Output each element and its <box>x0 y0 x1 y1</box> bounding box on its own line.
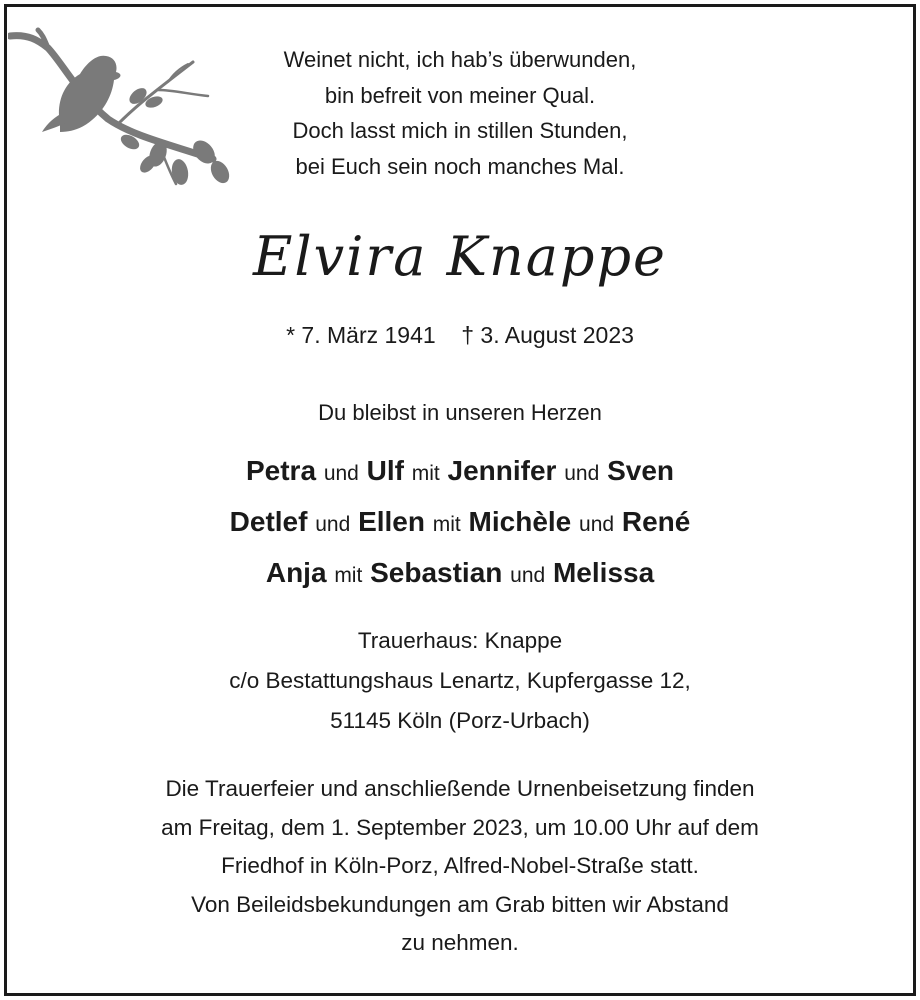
connector: und <box>323 462 359 485</box>
poem <box>200 42 720 184</box>
poem-line: bin befreit von meiner Qual. <box>324 82 596 108</box>
family-name: Melissa <box>552 557 655 588</box>
address-line: c/o Bestattungshaus Lenartz, Kupfergasse 12, <box>229 668 691 693</box>
connector: und <box>510 564 546 587</box>
connector: mit <box>334 564 363 587</box>
family-line <box>0 447 920 498</box>
connector: und <box>315 513 351 536</box>
address-line: 51145 Köln (Porz-Urbach) <box>330 708 590 733</box>
connector: mit <box>432 513 461 536</box>
death-date: † 3. August 2023 <box>461 322 634 348</box>
poem-line: Weinet nicht, ich hab’s überwunden, <box>283 47 637 72</box>
connector: mit <box>411 462 440 485</box>
funeral-info <box>0 770 920 963</box>
funeral-line: Friedhof in Köln-Porz, Alfred-Nobel-Straße statt. <box>221 853 699 878</box>
family-name: Anja <box>265 557 327 588</box>
birth-date: * 7. März 1941 <box>286 322 436 348</box>
family-line <box>0 549 920 600</box>
life-dates <box>0 318 920 352</box>
funeral-line: Von Beileidsbekundungen am Grab bitten wir Abstand <box>191 891 729 917</box>
family-name: Michèle <box>468 506 572 537</box>
connector: und <box>579 513 615 536</box>
motto: Du bleibst in unseren Herzen <box>318 400 602 425</box>
funeral-line: Die Trauerfeier und anschließende Urnenbeisetzung finden <box>165 776 755 801</box>
family-signatures <box>0 447 920 600</box>
deceased-name: Elvira Knappe <box>252 225 668 288</box>
mourning-address <box>0 621 920 741</box>
family-name: Ellen <box>358 506 425 537</box>
connector: und <box>564 462 600 485</box>
family-name: Petra <box>245 455 317 486</box>
funeral-line: am Freitag, dem 1. September 2023, um 10.00 Uhr auf dem <box>161 814 759 840</box>
family-line <box>0 498 920 549</box>
family-name: Jennifer <box>447 455 557 486</box>
family-name: Sebastian <box>370 557 503 588</box>
family-name: Sven <box>607 455 675 486</box>
address-line: Trauerhaus: Knappe <box>357 628 563 653</box>
family-name: Ulf <box>366 455 404 486</box>
funeral-line: zu nehmen. <box>401 930 519 955</box>
poem-line: Doch lasst mich in stillen Stunden, <box>292 118 628 143</box>
family-name: René <box>621 506 691 537</box>
family-name: Detlef <box>229 506 308 537</box>
poem-line: bei Euch sein noch manches Mal. <box>295 153 625 179</box>
